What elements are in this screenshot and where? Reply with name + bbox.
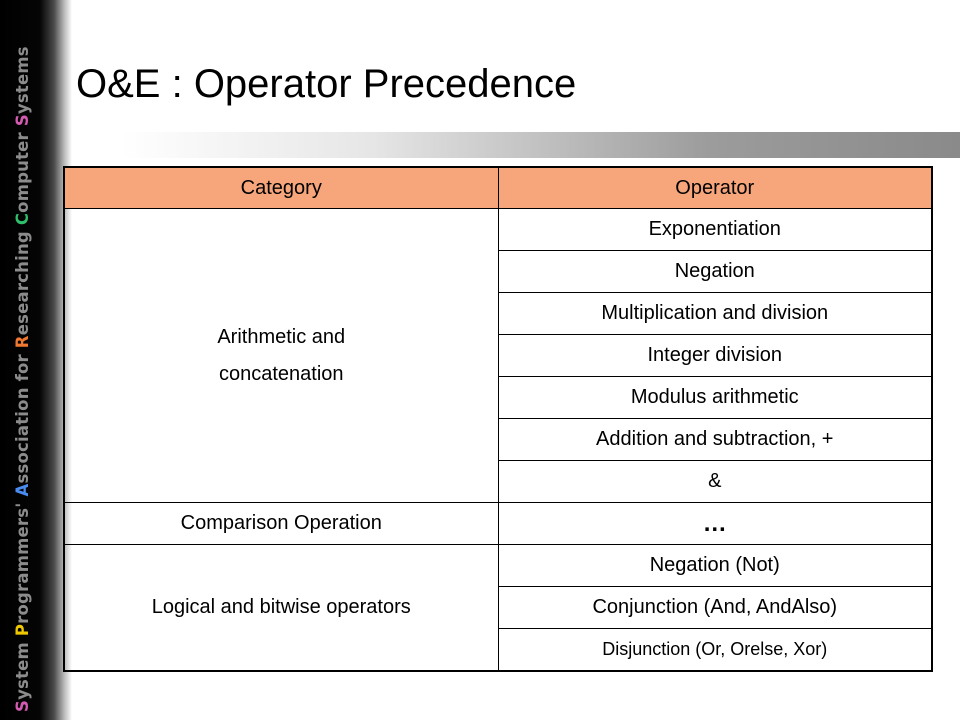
table-row [64, 545, 932, 587]
org-initial: S [13, 699, 32, 712]
operator-cell: Addition and subtraction, + [498, 419, 932, 461]
category-cell: Logical and bitwise operators [64, 545, 498, 672]
org-initial: S [13, 114, 32, 127]
org-initial: R [13, 335, 32, 349]
category-line: concatenation [218, 362, 344, 385]
operator-cell: Multiplication and division [498, 293, 932, 335]
precedence-table [63, 166, 933, 672]
title-underline-bar [120, 132, 960, 158]
org-word: ystem [13, 636, 32, 700]
org-word: esearching [13, 225, 32, 336]
operator-cell: Exponentiation [498, 209, 932, 251]
operator-cell: Negation [498, 251, 932, 293]
vertical-org-name [8, 12, 38, 712]
operator-cell: Negation (Not) [498, 545, 932, 587]
org-word: ystems [13, 46, 32, 115]
org-word: omputer [13, 126, 32, 213]
table-row [64, 209, 932, 251]
org-segment [13, 348, 32, 496]
operator-cell: Integer division [498, 335, 932, 377]
org-initial: C [13, 212, 32, 226]
table-header-row [64, 167, 932, 209]
org-initial: P [13, 623, 32, 637]
org-word: ssociation for [13, 348, 32, 484]
operator-cell: … [498, 503, 932, 545]
operator-cell: Disjunction (Or, Orelse, Xor) [498, 629, 932, 672]
table-row [64, 503, 932, 545]
operator-cell: Conjunction (And, AndAlso) [498, 587, 932, 629]
org-segment [13, 225, 32, 348]
org-segment [13, 636, 32, 712]
category-cell [64, 209, 498, 503]
org-initial: A [13, 483, 32, 497]
org-segment [13, 497, 32, 637]
category-cell: Comparison Operation [64, 503, 498, 545]
slide-title: O&E : Operator Precedence [76, 62, 577, 106]
org-segment [13, 46, 32, 126]
category-line: Arithmetic and [217, 325, 346, 348]
header-operator: Operator [498, 167, 932, 209]
operator-cell: & [498, 461, 932, 503]
operator-cell: Modulus arithmetic [498, 377, 932, 419]
org-word: rogrammers' [13, 496, 32, 624]
org-segment [13, 126, 32, 225]
header-category: Category [64, 167, 498, 209]
